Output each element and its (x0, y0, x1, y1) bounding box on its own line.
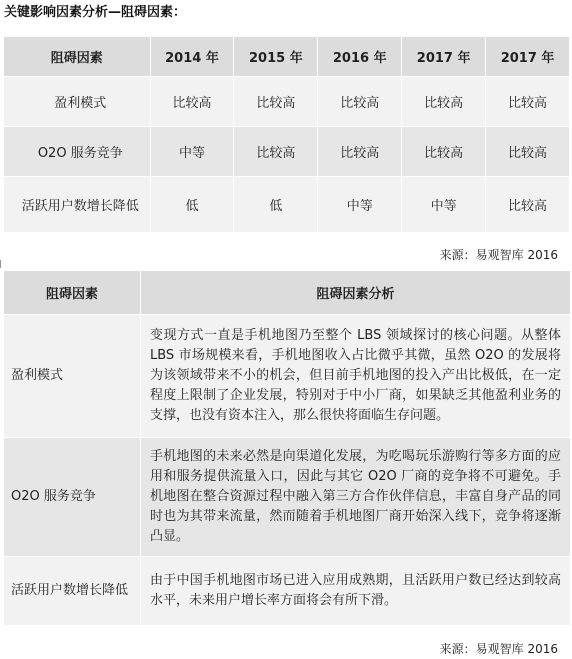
row-factor: O2O 服务竞争 (4, 127, 151, 177)
table-cell: 中等 (318, 177, 402, 233)
source-note: 来源：易观智库 2016 (439, 248, 558, 262)
table-cell: 低 (150, 177, 234, 233)
row-factor: O2O 服务竞争 (4, 438, 141, 557)
row-factor: 活跃用户数增长降低 (4, 177, 151, 233)
row-analysis: 变现方式一直是手机地图乃至整个 LBS 领域探讨的核心问题。从整体 LBS 市场规模来看，手机地图收入占比微乎其微，虽然 O2O 的发展将为该领域带来不小的机会，但目前手机地图的投入产出比极低，在一定程度上限制了企业发展，特别对于中小厂商，如果缺乏其他盈利业务的支撑，也没有资本注入，那么很快将面临生存问题。 (141, 315, 571, 438)
column-header-year: 2014 年 (150, 37, 234, 77)
table-header-row (4, 271, 571, 315)
column-header-analysis: 阻碍因素分析 (141, 271, 571, 315)
table-row (4, 315, 571, 438)
page-title: 关键影响因素分析—阻碍因素： (4, 5, 187, 20)
table-row (4, 557, 571, 626)
divider (0, 260, 1, 268)
row-factor: 盈利模式 (4, 77, 151, 127)
source-note: 来源：易观智库 2016 (439, 642, 558, 656)
table-row (4, 77, 570, 127)
column-header-year: 2017 年 (402, 37, 486, 77)
table-cell: 比较高 (234, 127, 318, 177)
table-cell: 低 (234, 177, 318, 233)
table-cell: 比较高 (486, 177, 570, 233)
table-row (4, 177, 570, 233)
row-factor: 活跃用户数增长降低 (4, 557, 141, 626)
table-cell: 比较高 (402, 77, 486, 127)
table-cell: 中等 (402, 177, 486, 233)
factor-analysis-table (3, 270, 571, 626)
table-cell: 比较高 (150, 77, 234, 127)
table-cell: 比较高 (402, 127, 486, 177)
column-header-year: 2015 年 (234, 37, 318, 77)
table-cell: 比较高 (486, 127, 570, 177)
table-header-row (4, 37, 570, 77)
column-header-year: 2017 年 (486, 37, 570, 77)
table-row (4, 127, 570, 177)
row-factor: 盈利模式 (4, 315, 141, 438)
column-header-factor: 阻碍因素 (4, 37, 151, 77)
table-cell: 比较高 (234, 77, 318, 127)
column-header-factor: 阻碍因素 (4, 271, 141, 315)
table-cell: 比较高 (318, 127, 402, 177)
table-row (4, 438, 571, 557)
table-cell: 比较高 (318, 77, 402, 127)
table-cell: 比较高 (486, 77, 570, 127)
column-header-year: 2016 年 (318, 37, 402, 77)
row-analysis: 手机地图的未来必然是向渠道化发展，为吃喝玩乐游购行等多方面的应用和服务提供流量入口，因此与其它 O2O 厂商的竞争将不可避免。手机地图在整合资源过程中融入第三方合作伙伴信息，丰富自身产品的同时也为其带来流量，然而随着手机地图厂商开始深入线下，竞争将逐渐凸显。 (141, 438, 571, 557)
row-analysis: 由于中国手机地图市场已进入应用成熟期，且活跃用户数已经达到较高水平，未来用户增长率方面将会有所下滑。 (141, 557, 571, 626)
impact-level-table (3, 36, 570, 233)
table-cell: 中等 (150, 127, 234, 177)
